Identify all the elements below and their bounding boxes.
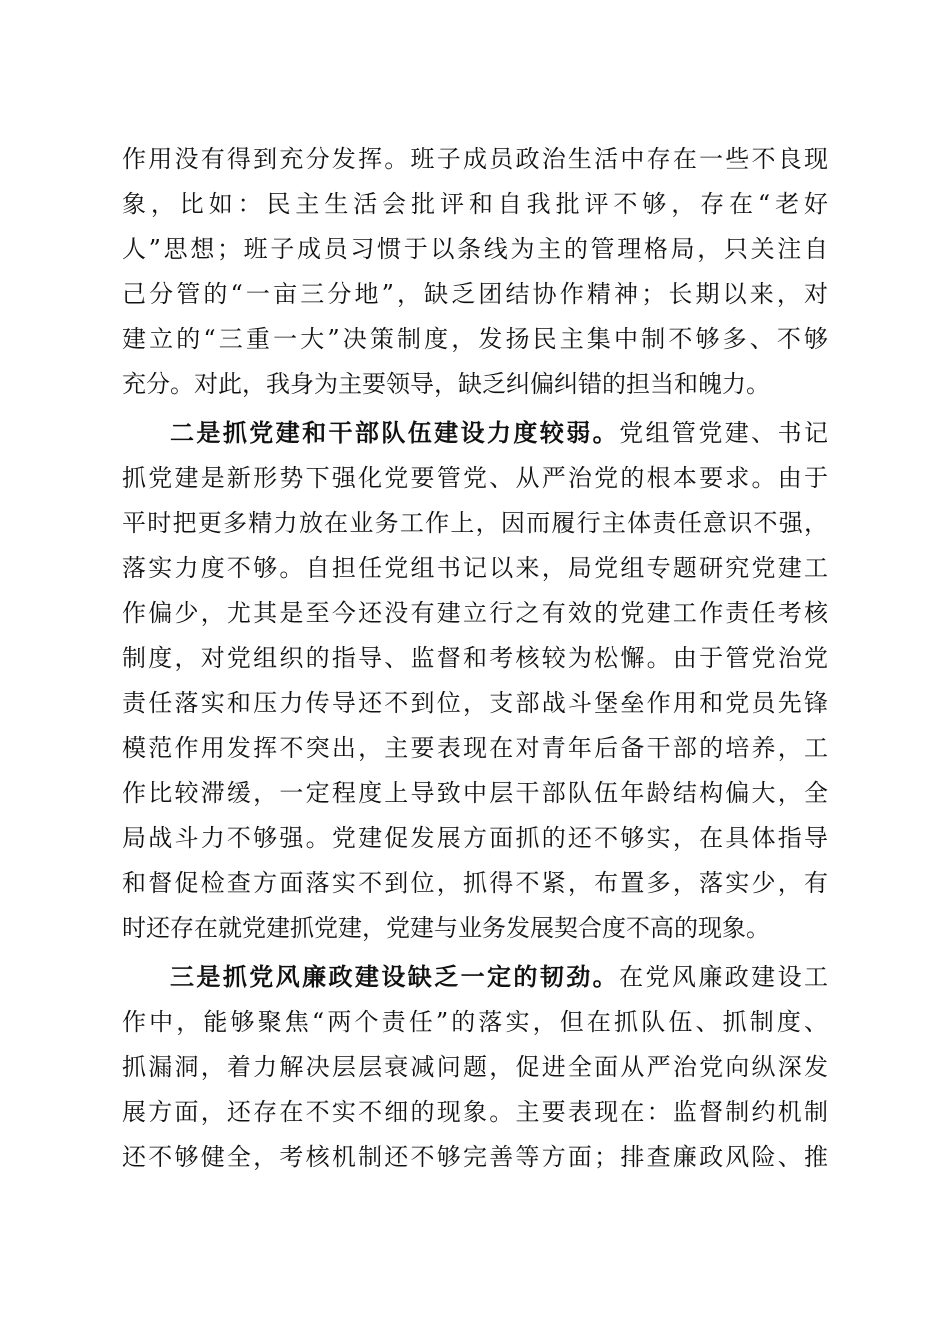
paragraph-first-line-text: 在党风廉政建设工 [619, 963, 828, 991]
text-line: 模范作用发挥不突出，主要表现在对青年后备干部的培养，工 [122, 734, 828, 762]
paragraph-first-line [170, 957, 828, 997]
paragraph-lead-heading: 三是抓党风廉政建设缺乏一定的韧劲。 [170, 963, 620, 991]
text-line: 人”思想；班子成员习惯于以条线为主的管理格局，只关注自 [122, 235, 828, 263]
text-line: 作比较滞缓，一定程度上导致中层干部队伍年龄结构偏大，全 [122, 779, 828, 807]
text-line: 建立的“三重一大”决策制度，发扬民主集中制不够多、不够 [122, 325, 828, 353]
text-line: 己分管的“一亩三分地”，缺乏团结协作精神；长期以来，对 [122, 280, 828, 308]
text-line: 充分。对此，我身为主要领导，缺乏纠偏纠错的担当和魄力。 [122, 370, 770, 398]
text-line: 局战斗力不够强。党建促发展方面抓的还不够实，在具体指导 [122, 824, 828, 852]
text-line: 还不够健全，考核机制还不够完善等方面；排查廉政风险、推 [122, 1143, 828, 1171]
text-line: 展方面，还存在不实不细的现象。主要表现在：监督制约机制 [122, 1098, 828, 1126]
text-line: 责任落实和压力传导还不到位，支部战斗堡垒作用和党员先锋 [122, 689, 828, 717]
text-line: 抓党建是新形势下强化党要管党、从严治党的根本要求。由于 [122, 464, 828, 492]
text-line: 落实力度不够。自担任党组书记以来，局党组专题研究党建工 [122, 554, 828, 582]
text-line: 作偏少，尤其是至今还没有建立行之有效的党建工作责任考核 [122, 599, 828, 627]
text-line: 作中，能够聚焦“两个责任”的落实，但在抓队伍、抓制度、 [122, 1008, 828, 1036]
paragraph-lead-heading: 二是抓党建和干部队伍建设力度较弱。 [170, 419, 620, 447]
text-line: 制度，对党组织的指导、监督和考核较为松懈。由于管党治党 [122, 644, 828, 672]
text-line: 抓漏洞，着力解决层层衰减问题，促进全面从严治党向纵深发 [122, 1053, 828, 1081]
text-line: 平时把更多精力放在业务工作上，因而履行主体责任意识不强， [122, 509, 828, 537]
text-line: 和督促检查方面落实不到位，抓得不紧，布置多，落实少，有 [122, 869, 828, 897]
text-line: 作用没有得到充分发挥。班子成员政治生活中存在一些不良现 [122, 145, 828, 173]
text-line: 时还存在就党建抓党建，党建与业务发展契合度不高的现象。 [122, 914, 770, 942]
paragraph-first-line-text: 党组管党建、书记 [619, 419, 828, 447]
text-line: 象，比如：民主生活会批评和自我批评不够，存在“老好 [122, 190, 828, 218]
paragraph-first-line [170, 413, 828, 453]
